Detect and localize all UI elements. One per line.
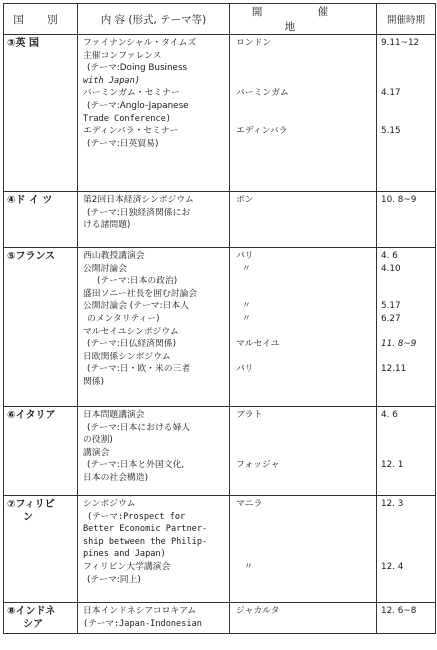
period-cell: [377, 496, 436, 603]
country-label: ⑧インドネ: [7, 606, 56, 617]
content-cell: [78, 603, 230, 634]
venue-label: 〃: [242, 313, 251, 324]
header-row: [4, 4, 436, 35]
country-cell: [4, 35, 78, 192]
venue-label: エディンバラ: [236, 126, 288, 137]
period-cell: [377, 35, 436, 192]
content-line: (テーマ:同上): [87, 574, 141, 585]
content-line: 公開討論会 (テーマ:日本人: [83, 301, 189, 312]
content-line: 日本の社会構造): [83, 472, 149, 483]
period-label: 4.17: [381, 88, 401, 99]
content-cell: [78, 496, 230, 603]
table-row: [4, 248, 436, 407]
venue-cell: [230, 248, 377, 407]
period-label: 4. 6: [381, 410, 398, 420]
table-row: [4, 603, 436, 634]
period-label: 10. 8~9: [381, 195, 417, 205]
country-label: ン: [23, 512, 33, 523]
content-line: (テーマ:Japan-Indonesian: [83, 618, 202, 629]
content-cell: [78, 35, 230, 192]
content-line: シンポジウム: [83, 499, 136, 509]
venue-label: パリ: [236, 251, 254, 261]
header-content: 内 容 (形式, テーマ等): [78, 4, 230, 35]
period-label: 12. 3: [381, 499, 404, 509]
period-cell: [377, 192, 436, 248]
content-line: の役割): [83, 435, 113, 446]
content-line: pines and Japan): [83, 549, 166, 560]
venue-label: バーミンガム: [236, 88, 289, 99]
venue-label: フォッジャ: [236, 460, 280, 471]
content-line: 関係): [83, 376, 105, 387]
content-line: バーミンガム・セミナー: [83, 88, 180, 99]
events-table: [3, 3, 436, 634]
period-cell: [377, 407, 436, 496]
country-label: ④ド イ ツ: [7, 195, 53, 206]
table-row: [4, 192, 436, 248]
period-label: 11. 8~9: [381, 339, 417, 350]
content-line: (テーマ:Prospect for: [87, 511, 186, 522]
content-line: ける諸問題): [83, 220, 131, 231]
venue-label: 〃: [244, 561, 253, 572]
country-label: ⑤フランス: [7, 251, 56, 262]
period-label: 6.27: [381, 313, 401, 324]
period-label: 4.10: [381, 263, 401, 274]
country-cell: [4, 603, 78, 634]
content-line: のメンタリティー): [87, 313, 160, 324]
period-label: 12. 6~8: [381, 606, 417, 616]
period-label: 4. 6: [381, 251, 398, 261]
period-cell: [377, 248, 436, 407]
content-line: 日本問題講演会: [83, 410, 145, 420]
document-page: [3, 3, 435, 648]
content-line: (テーマ:日本と外国文化,: [87, 460, 185, 471]
venue-label: マルセイユ: [236, 339, 280, 350]
country-label: ③英 国: [7, 38, 39, 49]
venue-label: 〃: [242, 263, 251, 274]
table-row: [4, 407, 436, 496]
country-cell: [4, 496, 78, 603]
period-label: 9.11~12: [381, 38, 420, 48]
country-cell: [4, 248, 78, 407]
venue-cell: [230, 192, 377, 248]
country-cell: [4, 192, 78, 248]
header-period: 開催時期: [377, 4, 436, 35]
venue-label: パリ: [236, 364, 254, 375]
content-line: (テーマ:日本の政治): [97, 276, 178, 287]
content-line: 主催コンファレンス: [83, 50, 162, 61]
content-line: 日欧関係シンポジウム: [83, 351, 171, 362]
content-cell: [78, 407, 230, 496]
country-cell: [4, 407, 78, 496]
content-line: ship between the Philip-: [83, 536, 208, 547]
content-line: フィリピン大学講演会: [83, 561, 171, 572]
country-label: ⑦フィリピ: [7, 499, 55, 510]
venue-cell: [230, 603, 377, 634]
period-cell: [377, 603, 436, 634]
period-label: 12.11: [381, 364, 407, 375]
content-line: (テーマ:日仏経済関係): [87, 339, 177, 350]
content-line: 第2回日本経済シンポジウム: [83, 195, 194, 205]
content-line: マルセイユシンポジウム: [83, 326, 179, 337]
table-row: [4, 35, 436, 192]
content-line: 公開討論会: [83, 263, 127, 274]
content-line: 講演会: [83, 447, 110, 458]
country-label: ⑥イタリア: [7, 410, 56, 421]
venue-label: ボン: [236, 195, 254, 205]
content-line: ファイナンシャル・タイムズ: [83, 38, 197, 48]
content-line: 西山教授講演会: [83, 251, 145, 261]
content-line: (テーマ:日・欧・米の三者: [87, 364, 191, 375]
content-line: 盛田ソニー社長を囲む討論会: [83, 288, 198, 299]
content-cell: [78, 248, 230, 407]
content-line: (テーマ:Anglo-Japanese: [87, 100, 189, 111]
content-line: (テーマ:日独経済関係にお: [87, 207, 191, 218]
period-label: 5.17: [381, 301, 401, 312]
venue-label: ジャカルタ: [236, 606, 280, 616]
header-venue: 開 催 地: [230, 4, 377, 35]
venue-cell: [230, 35, 377, 192]
content-line: with Japan): [83, 75, 140, 86]
period-label: 12. 1: [381, 460, 404, 471]
venue-cell: [230, 407, 377, 496]
content-line: 日本インドネシアコロキアム: [83, 606, 197, 616]
content-cell: [78, 192, 230, 248]
content-line: Better Economic Partner-: [83, 524, 208, 535]
period-label: 12. 4: [381, 561, 404, 572]
venue-label: 〃: [242, 301, 251, 312]
venue-label: ロンドン: [236, 38, 272, 48]
content-line: エディンバラ・セミナー: [83, 126, 179, 137]
venue-cell: [230, 496, 377, 603]
content-line: (テーマ:日英貿易): [87, 138, 159, 149]
content-line: Trade Conference): [83, 113, 171, 124]
venue-label: プラト: [236, 410, 263, 420]
table-row: [4, 496, 436, 603]
content-line: (テーマ:日本における婦人: [87, 422, 191, 433]
content-line: (テーマ:Doing Business: [87, 63, 188, 74]
country-label: シア: [23, 619, 43, 630]
venue-label: マニラ: [236, 499, 263, 509]
header-country: 国 別: [4, 4, 78, 35]
period-label: 5.15: [381, 126, 401, 137]
